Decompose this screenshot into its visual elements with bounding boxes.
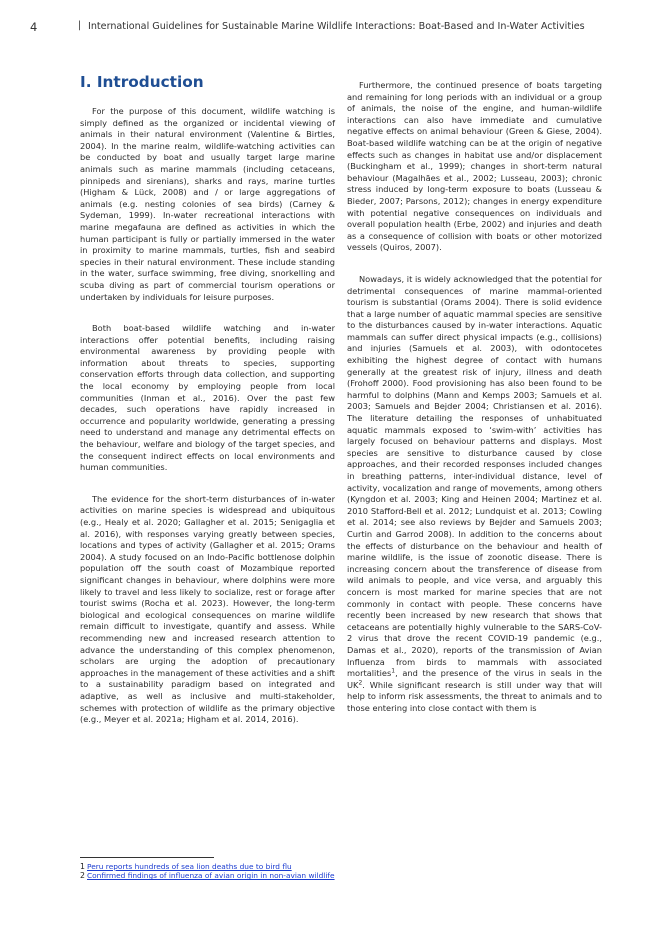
section-title: I. Introduction <box>80 73 204 91</box>
footnote-link-bird-flu[interactable]: Peru reports hundreds of sea lion deaths due to bird flu <box>87 862 292 871</box>
footnote-number: 1 <box>80 862 85 871</box>
footnote-divider <box>80 857 214 858</box>
left-column <box>80 70 335 746</box>
paragraph: Both boat-based wildlife watching and in-water interactions offer potential benefits, including raising environmental awareness by providing people with information about threats to species, supporting conservation efforts through data collection, and supporting the local economy by employing people from local communities (Inman et al., 2016). Over the past few decades, such operations have rapidly increased in occurrence and popularity worldwide, generating a pressing need to understand and manage any detrimental effects on the behaviour, welfare and biology of the target species, and the consequent indirect effects on local environments and human communities. <box>80 323 335 473</box>
footnote-number: 2 <box>80 871 85 881</box>
paragraph: Furthermore, the continued presence of boats targeting and remaining for long periods with an individual or a group of animals, the noise of the engine, and human-wildlife interactions can also have immediate and cumulative negative effects on animal behaviour (Green & Giese, 2004). Boat-based wildlife watching can be at the origin of negative effects such as changes in habitat use and/or displacement (Buckingham et al., 1999); changes in short-term natural behaviour (Magalhães et al., 2002; Lusseau, 2003); chronic stress induced by long-term exposure to boats (Lusseau & Bieder, 2007; Parsons, 2012); changes in energy expenditure with potential negative consequences on individuals and overall population health (Erbe, 2002) and injuries and death as a consequence of collision with boats or other motorized vessels (Quiros, 2007). <box>347 80 602 253</box>
footnote-link-avian-influenza[interactable]: Confirmed findings of influenza of avian origin in non-avian wildlife <box>87 871 335 881</box>
running-title: International Guidelines for Sustainable Marine Wildlife Interactions: Boat-Based and In-Water Activities <box>88 21 585 32</box>
footnote-ref-1[interactable]: 1 <box>391 667 396 675</box>
footnotes <box>80 862 335 881</box>
paragraph-text: Nowadays, it is widely acknowledged that the potential for detrimental consequences of marine mammal-oriented tourism is substantial (Orams 2004). There is solid evidence that a large number of aquatic mammal species are sensitive to the disturbances caused by in-water interactions. Aquatic mammals can suffer direct physical impacts (e.g., collisions) and injuries (Samuels et al. 2003), with odontocetes exhibiting the highest degree of contact with humans generally at the greatest risk of injury, illness and death (Frohoff 2000). Food provisioning has also been found to be harmful to dolphins (Mann and Kemps 2003; Samuels et al. 2003; Samuels and Bejder 2004; Christiansen et al. 2016). The literature detailing the responses of unhabituated aquatic mammals exposed to ‘swim-with’ activities has largely focused on behaviour patterns and displays. Most species are sensitive to disturbance caused by close approaches, and their recorded responses included changes in breathing patterns, inter-individual distance, level of activity, vocalization and range of movements, among others (Kyngdon et al. 2003; King and Heinen 2004; Martinez et al. 2010 Stafford-Bell et al. 2012; Lundquist et al. 2013; Cowling et al. 2014; see also reviews by Bejder and Samuels 2003; Curtin and Garrod 2008). In addition to the concerns about the effects of disturbance on the behaviour and health of marine wildlife, is the issue of zoonotic disease. There is increasing concern about the transference of disease from wild animals to people, and vice versa, and arguably this concern is most marked for marine species that are not commonly in contact with people. These concerns have recently been increased by new research that shows that cetaceans are potentially highly vulnerable to the SARS-CoV-2 virus that drove the recent COVID-19 pandemic (e.g., Damas et al., 2020), reports of the transmission of Avian Influenza from birds to mammals with associated mortalities <box>347 273 602 679</box>
paragraph: For the purpose of this document, wildlife watching is simply defined as the organized or incidental viewing of animals in their natural environment (Valentine & Birtles, 2004). In the marine realm, wildlife-watching activities can be conducted by boat and usually target large marine animals such as marine mammals (including cetaceans, pinnipeds and sirenians), sharks and rays, marine turtles (Higham & Lück, 2008) and / or large aggregations of animals (e.g. nesting colonies of sea birds) (Carney & Sydeman, 1999). In-water recreational interactions with marine megafauna are defined as activities in which the human participant is fully or partially immersed in the water in proximity to marine mammals, turtles, fish and seabird species in their natural environment. These include standing in the water, surface swimming, free diving, snorkelling and scuba diving as part of commercial tourism operations or undertaken by individuals for leisure purposes. <box>80 106 335 302</box>
paragraph-text: . While significant research is still under way that will help to inform risk assessments, the threat to animals and to those entering into close contact with them is <box>347 679 602 713</box>
page-header <box>0 20 662 36</box>
paragraph: The evidence for the short-term disturbances of in-water activities on marine species is widespread and ubiquitous (e.g., Healy et al. 2020; Gallagher et al. 2015; Senigaglia et al. 2016), with responses varying greatly between species, locations and types of activity (Gallagher et al. 2015; Orams 2004). A study focused on an Indo-Pacific bottlenose dolphin population off the south coast of Mozambique reported significant changes in behaviour, where dolphins were more likely to travel and less likely to socialize, rest or forage after tourist swims (Rocha et al. 2023). However, the long-term biological and ecological consequences on marine wildlife remain difficult to investigate, quantify and assess. While recommending new and increased research attention to advance the understanding of this complex phenomenon, scholars are urging the adoption of precautionary approaches in the management of these activities and a shift to a sustainability paradigm based on integrated and adaptive, as well as inclusive and multi-stakeholder, schemes with protection of wildlife as the primary objective (e.g., Meyer et al. 2021a; Higham et al. 2014, 2016). <box>80 493 335 725</box>
right-column <box>347 80 602 734</box>
footnote-2 <box>80 871 335 880</box>
footnote-ref-2[interactable]: 2 <box>358 678 363 686</box>
paragraph <box>347 274 602 715</box>
header-separator: | <box>78 20 82 31</box>
paragraph-text: , and the presence of the virus in seals in the UK <box>347 668 602 690</box>
footnote-1 <box>80 862 335 871</box>
page-number: 4 <box>30 20 38 34</box>
